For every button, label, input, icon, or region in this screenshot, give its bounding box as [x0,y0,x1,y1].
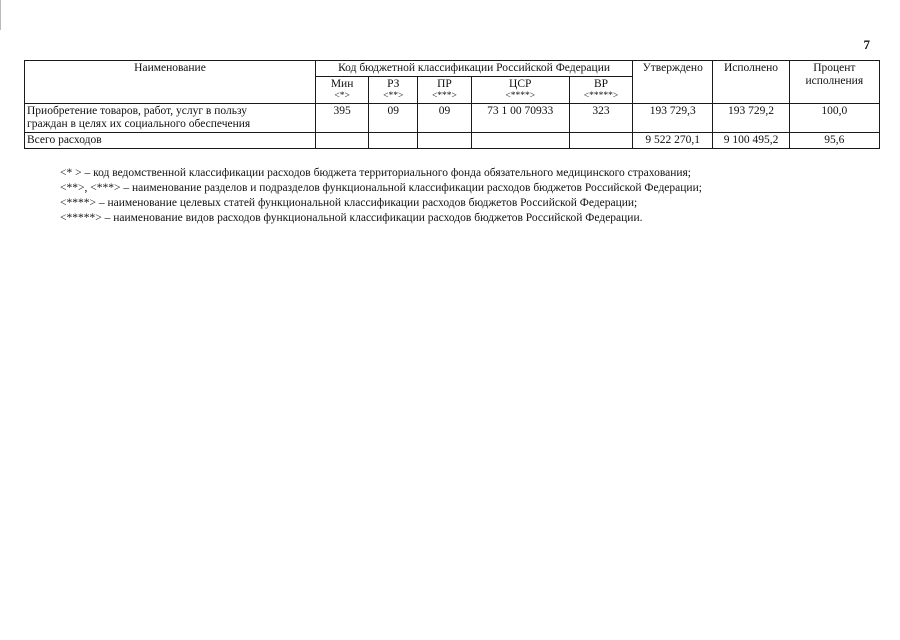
row-pr: 09 [418,104,471,133]
header-code-min [316,77,369,104]
header-code-label: ВР [593,78,609,90]
total-empty-cell [369,133,418,149]
row-vr: 323 [569,104,632,133]
header-percent-line2: исполнения [805,75,864,87]
header-code-mark: <**> [383,91,404,101]
row-name [25,104,316,133]
header-code-label: ЦСР [509,78,532,90]
header-percent-line1: Процент [813,62,856,74]
footnote: <****> – наименование целевых статей функциональной классификации расходов бюджетов Российской Федерации; [60,197,638,209]
row-approved: 193 729,3 [633,104,713,133]
total-name: Всего расходов [25,133,316,149]
row-rz: 09 [369,104,418,133]
scan-edge-mark [0,0,4,30]
header-code-label: ПР [437,78,452,90]
header-code-label: Мин [330,78,354,90]
total-empty-cell [471,133,569,149]
table-row [25,104,880,133]
budget-expenses-table [24,60,880,149]
header-percent [789,61,879,104]
header-code-mark: <*> [334,91,350,101]
header-code-rz [369,77,418,104]
total-empty-cell [569,133,632,149]
header-code-mark: <****> [505,91,536,101]
row-executed: 193 729,2 [713,104,789,133]
footnote: <* > – код ведомственной классификации расходов бюджета территориального фонда обязательного медицинского страхования; [60,167,692,179]
header-code-label: РЗ [387,78,400,90]
footnote: <**>, <***> – наименование разделов и подразделов функциональной классификации расходов бюджетов Российской Федерации; [60,182,702,194]
page-number: 7 [863,37,870,52]
header-executed: Исполнено [713,61,789,104]
total-approved: 9 522 270,1 [633,133,713,149]
total-executed: 9 100 495,2 [713,133,789,149]
header-code-csr [471,77,569,104]
total-empty-cell [418,133,471,149]
row-csr: 73 1 00 70933 [471,104,569,133]
row-name-line2: граждан в целях их социального обеспечения [27,118,251,130]
total-row [25,133,880,149]
header-code-pr [418,77,471,104]
header-row-top [25,61,880,77]
row-percent: 100,0 [789,104,879,133]
header-code-group: Код бюджетной классификации Российской Федерации [316,61,633,77]
total-empty-cell [316,133,369,149]
footnote: <*****> – наименование видов расходов функциональной классификации расходов бюджетов Российской Федерации. [60,212,643,224]
header-code-mark: <***> [431,91,457,101]
header-code-mark: <*****> [583,91,619,101]
footnotes [60,166,860,226]
header-approved: Утверждено [633,61,713,104]
header-name: Наименование [25,61,316,104]
row-name-line1: Приобретение товаров, работ, услуг в пользу [27,105,248,117]
row-min: 395 [316,104,369,133]
header-code-vr [569,77,632,104]
total-percent: 95,6 [789,133,879,149]
